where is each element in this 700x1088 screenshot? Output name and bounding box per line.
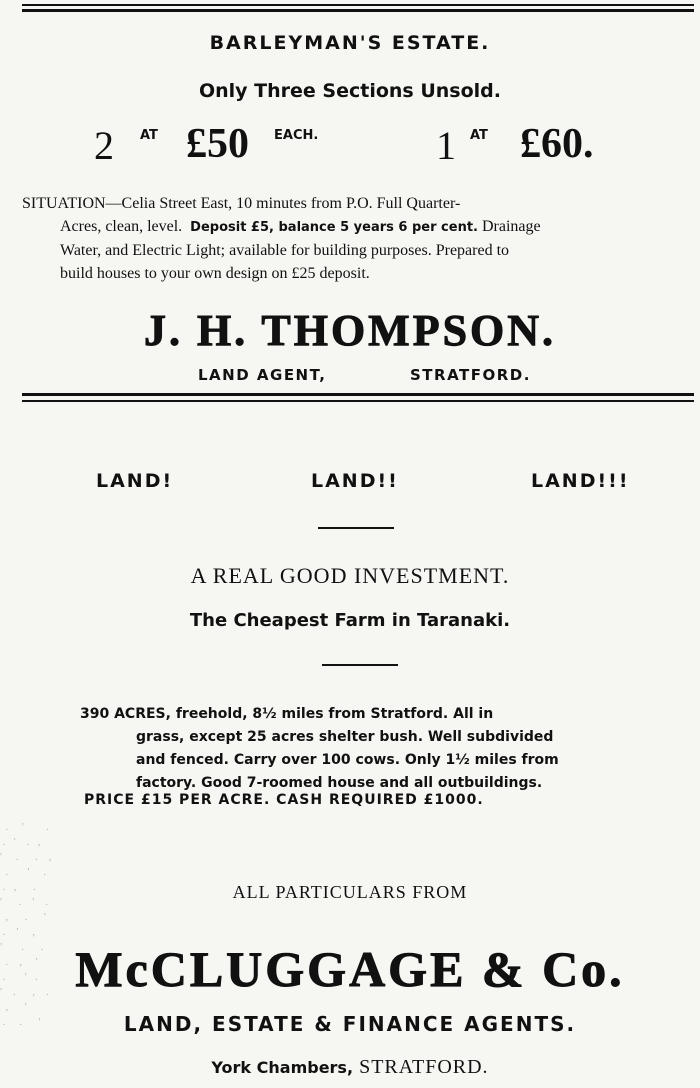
agent-thompson-subtitle xyxy=(0,366,700,388)
top-double-rule-thin xyxy=(22,4,694,6)
land-2: LAND!! xyxy=(311,470,399,492)
price-per-acre: PRICE £15 PER ACRE. CASH REQUIRED £1000. xyxy=(84,792,484,808)
land-1: LAND! xyxy=(96,470,174,492)
agent-role: LAND AGENT, xyxy=(198,366,327,384)
agent-name-thompson: J. H. THOMPSON. xyxy=(143,306,557,355)
headline-investment: A REAL GOOD INVESTMENT. xyxy=(190,563,510,588)
price-b-amount: £60. xyxy=(520,121,594,167)
land-row xyxy=(0,470,700,500)
divider-rule xyxy=(318,527,394,529)
farm-details xyxy=(80,703,656,795)
situation-line: SITUATION—Celia Street East, 10 minutes from P.O. Full Quarter- xyxy=(22,195,461,212)
subhead-cheapest-farm: The Cheapest Farm in Taranaki. xyxy=(189,610,511,631)
situation-line: Acres, clean, level. Deposit £5, balance 5 years 6 per cent. Drainage xyxy=(60,218,541,235)
sections-unsold: Only Three Sections Unsold. xyxy=(198,80,501,102)
address-building: York Chambers, xyxy=(211,1058,354,1077)
agent-town: STRATFORD. xyxy=(410,366,531,384)
situation-line: build houses to your own design on £25 deposit. xyxy=(60,265,370,282)
price-a-amount: £50 xyxy=(186,121,249,167)
situation-paragraph xyxy=(22,192,694,285)
agent-name-mccluggage: McCLUGGAGE & Co. xyxy=(75,941,625,997)
address-town: STRATFORD. xyxy=(359,1056,489,1078)
situation-line: Water, and Electric Light; available for building purposes. Prepared to xyxy=(60,242,510,259)
agent-address xyxy=(0,1056,700,1079)
detail-line: factory. Good 7-roomed house and all outbuildings. xyxy=(136,775,543,791)
particulars-from: ALL PARTICULARS FROM xyxy=(232,882,468,902)
bleed-through-texture: . ' . . ' . , ' . . , . ' . . , . ' . ' . , . ' . ' , ' . . . , ' . ' . ' . , . , ' . . ' xyxy=(0,821,52,1028)
agent-mccluggage-subtitle: LAND, ESTATE & FINANCE AGENTS. xyxy=(123,1012,577,1036)
mid-double-rule-thin xyxy=(22,400,694,402)
estate-title: BARLEYMAN'S ESTATE. xyxy=(209,32,491,54)
price-a-each: EACH. xyxy=(274,128,319,143)
deposit-terms: Deposit £5, balance 5 years 6 per cent. xyxy=(190,220,478,235)
detail-line: and fenced. Carry over 100 cows. Only 1½ miles from xyxy=(136,752,559,768)
top-double-rule-thick xyxy=(22,9,694,12)
price-a-at: AT xyxy=(140,128,158,143)
price-row xyxy=(0,118,700,168)
price-b-count: 1 xyxy=(436,123,456,168)
divider-rule xyxy=(322,664,398,666)
price-b-at: AT xyxy=(470,128,488,143)
detail-line: 390 ACRES, freehold, 8½ miles from Stratford. All in xyxy=(80,706,494,722)
mid-double-rule-thick xyxy=(22,393,694,396)
detail-line: grass, except 25 acres shelter bush. Well subdivided xyxy=(136,729,554,745)
price-a-count: 2 xyxy=(94,123,114,168)
land-3: LAND!!! xyxy=(531,470,630,492)
